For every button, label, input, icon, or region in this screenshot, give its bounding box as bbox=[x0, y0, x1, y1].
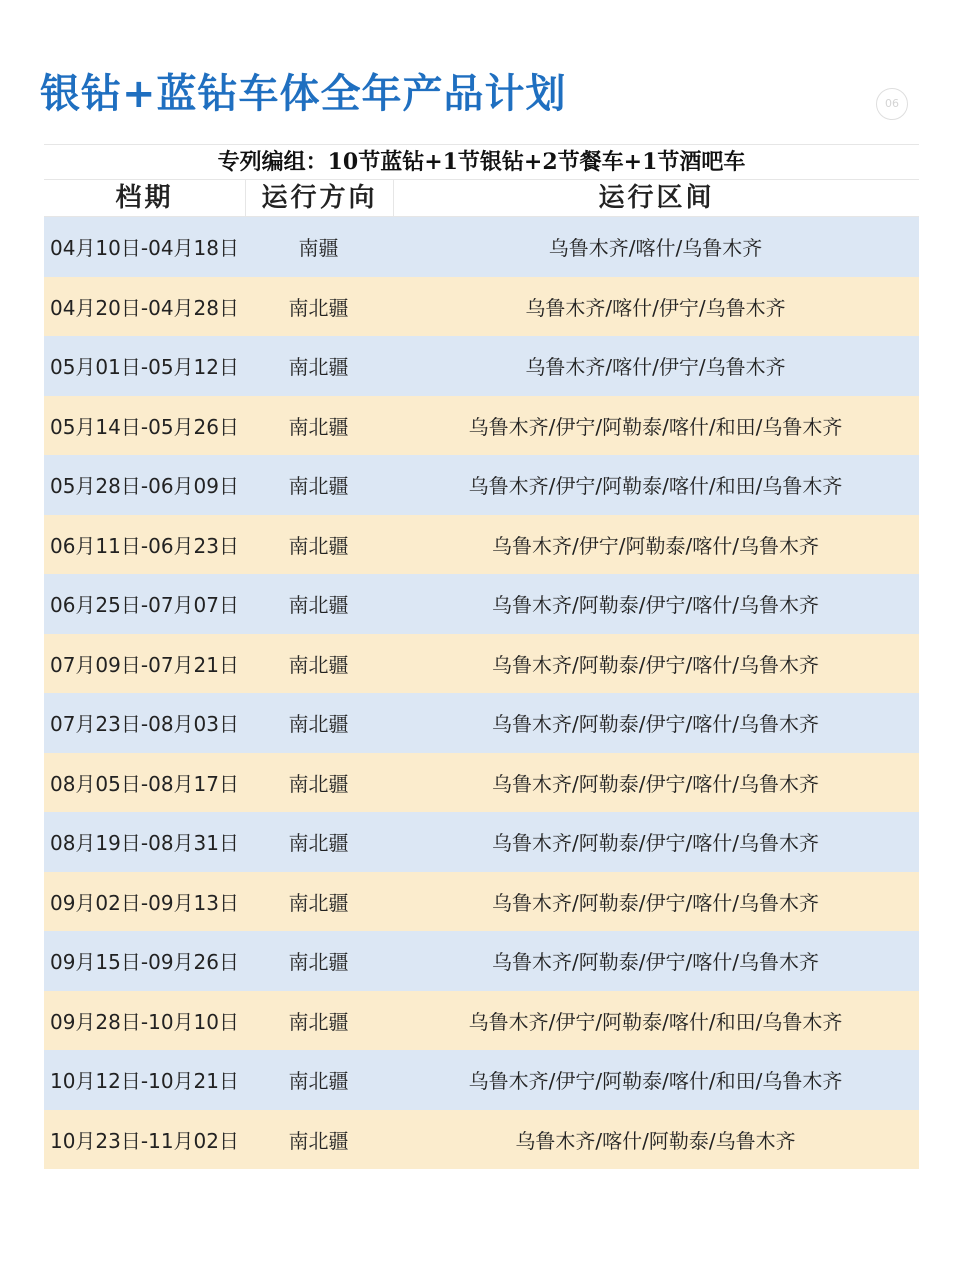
table-caption: 专列编组：10节蓝钻+1节银钻+2节餐车+1节酒吧车 bbox=[44, 144, 919, 180]
table-row bbox=[44, 753, 919, 813]
period-cell: 09月15日-09月26日 bbox=[49, 950, 239, 975]
table-row bbox=[44, 277, 919, 337]
period-cell: 04月10日-04月18日 bbox=[49, 236, 239, 261]
page-title: 银钻+蓝钻车体全年产品计划 bbox=[40, 71, 567, 117]
route-cell: 乌鲁木齐/阿勒泰/伊宁/喀什/乌鲁木齐 bbox=[492, 652, 819, 677]
period-cell: 07月09日-07月21日 bbox=[49, 652, 239, 677]
period-cell: 05月14日-05月26日 bbox=[49, 414, 239, 439]
table-row bbox=[44, 991, 919, 1051]
table-row bbox=[44, 574, 919, 634]
table-row bbox=[44, 217, 919, 277]
route-cell: 乌鲁木齐/阿勒泰/伊宁/喀什/乌鲁木齐 bbox=[492, 890, 819, 915]
table-row bbox=[44, 693, 919, 753]
period-cell: 05月01日-05月12日 bbox=[49, 355, 239, 380]
direction-cell: 南北疆 bbox=[288, 593, 349, 618]
period-cell: 04月20日-04月28日 bbox=[49, 295, 239, 320]
direction-cell: 南北疆 bbox=[288, 1069, 349, 1094]
header-period: 档期 bbox=[115, 183, 174, 213]
table-header-row bbox=[44, 180, 919, 217]
period-cell: 09月02日-09月13日 bbox=[49, 890, 239, 915]
route-cell: 乌鲁木齐/伊宁/阿勒泰/喀什/和田/乌鲁木齐 bbox=[468, 1069, 843, 1094]
period-cell: 09月28日-10月10日 bbox=[49, 1009, 239, 1034]
page-number-badge: 06 bbox=[876, 88, 908, 120]
route-cell: 乌鲁木齐/阿勒泰/伊宁/喀什/乌鲁木齐 bbox=[492, 950, 819, 975]
route-cell: 乌鲁木齐/阿勒泰/伊宁/喀什/乌鲁木齐 bbox=[492, 593, 819, 618]
route-cell: 乌鲁木齐/伊宁/阿勒泰/喀什/和田/乌鲁木齐 bbox=[468, 1009, 843, 1034]
direction-cell: 南北疆 bbox=[288, 295, 349, 320]
table-row bbox=[44, 634, 919, 694]
direction-cell: 南北疆 bbox=[288, 533, 349, 558]
direction-cell: 南疆 bbox=[298, 236, 339, 261]
direction-cell: 南北疆 bbox=[288, 1009, 349, 1034]
route-cell: 乌鲁木齐/伊宁/阿勒泰/喀什/乌鲁木齐 bbox=[492, 533, 819, 558]
table-body bbox=[44, 217, 919, 1169]
period-cell: 10月12日-10月21日 bbox=[49, 1069, 239, 1094]
direction-cell: 南北疆 bbox=[288, 474, 349, 499]
direction-cell: 南北疆 bbox=[288, 950, 349, 975]
schedule-table bbox=[44, 144, 919, 1169]
header-direction: 运行方向 bbox=[245, 180, 394, 216]
table-row bbox=[44, 396, 919, 456]
route-cell: 乌鲁木齐/喀什/伊宁/乌鲁木齐 bbox=[525, 355, 786, 380]
table-row bbox=[44, 455, 919, 515]
period-cell: 06月11日-06月23日 bbox=[49, 533, 239, 558]
route-cell: 乌鲁木齐/伊宁/阿勒泰/喀什/和田/乌鲁木齐 bbox=[468, 474, 843, 499]
route-cell: 乌鲁木齐/阿勒泰/伊宁/喀什/乌鲁木齐 bbox=[492, 712, 819, 737]
period-cell: 07月23日-08月03日 bbox=[49, 712, 239, 737]
table-row bbox=[44, 812, 919, 872]
direction-cell: 南北疆 bbox=[288, 890, 349, 915]
direction-cell: 南北疆 bbox=[288, 771, 349, 796]
route-cell: 乌鲁木齐/阿勒泰/伊宁/喀什/乌鲁木齐 bbox=[492, 831, 819, 856]
route-cell: 乌鲁木齐/喀什/阿勒泰/乌鲁木齐 bbox=[515, 1128, 796, 1153]
period-cell: 08月19日-08月31日 bbox=[49, 831, 239, 856]
route-cell: 乌鲁木齐/伊宁/阿勒泰/喀什/和田/乌鲁木齐 bbox=[468, 414, 843, 439]
header-route: 运行区间 bbox=[598, 183, 715, 213]
direction-cell: 南北疆 bbox=[288, 652, 349, 677]
period-cell: 06月25日-07月07日 bbox=[49, 593, 239, 618]
direction-cell: 南北疆 bbox=[288, 414, 349, 439]
direction-cell: 南北疆 bbox=[288, 831, 349, 856]
table-row bbox=[44, 872, 919, 932]
period-cell: 05月28日-06月09日 bbox=[49, 474, 239, 499]
direction-cell: 南北疆 bbox=[288, 712, 349, 737]
period-cell: 10月23日-11月02日 bbox=[49, 1128, 239, 1153]
route-cell: 乌鲁木齐/喀什/乌鲁木齐 bbox=[548, 236, 763, 261]
period-cell: 08月05日-08月17日 bbox=[49, 771, 239, 796]
table-row bbox=[44, 515, 919, 575]
table-row bbox=[44, 1110, 919, 1170]
route-cell: 乌鲁木齐/阿勒泰/伊宁/喀什/乌鲁木齐 bbox=[492, 771, 819, 796]
table-row bbox=[44, 1050, 919, 1110]
table-row bbox=[44, 336, 919, 396]
direction-cell: 南北疆 bbox=[288, 355, 349, 380]
table-row bbox=[44, 931, 919, 991]
route-cell: 乌鲁木齐/喀什/伊宁/乌鲁木齐 bbox=[525, 295, 786, 320]
direction-cell: 南北疆 bbox=[288, 1128, 349, 1153]
